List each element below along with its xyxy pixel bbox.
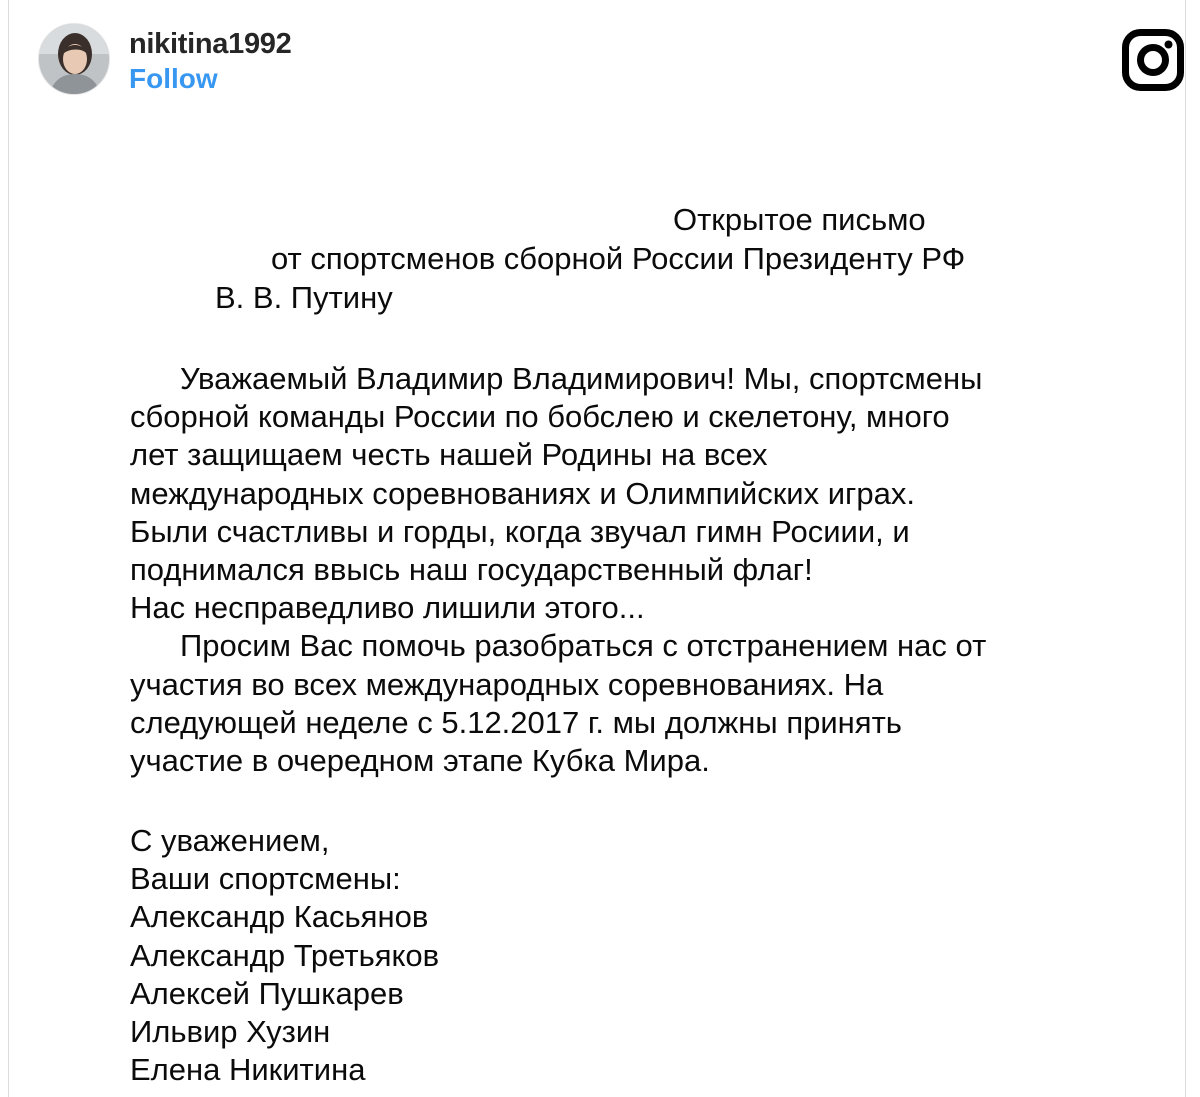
letter-body-line: следующей неделе с 5.12.2017 г. мы должны принять bbox=[130, 705, 902, 740]
letter-body-line: лет защищаем честь нашей Родины на всех bbox=[130, 437, 768, 472]
letter-body-line: Были счастливы и горды, когда звучал гимн Росиии, и bbox=[130, 514, 910, 549]
letter-addressee: В. В. Путину bbox=[215, 280, 393, 315]
letter-body-line: участия во всех международных соревнованиях. На bbox=[130, 667, 884, 702]
signatory-name: Ильвир Хузин bbox=[130, 1014, 331, 1049]
avatar[interactable] bbox=[38, 23, 110, 95]
letter-body-line: поднимался ввысь наш государственный флаг! bbox=[130, 552, 813, 587]
follow-button[interactable]: Follow bbox=[129, 63, 218, 94]
signatory-name: Алексей Пушкарев bbox=[130, 976, 404, 1011]
letter-body-line: международных соревнованиях и Олимпийских играх. bbox=[130, 476, 915, 511]
letter-signature-intro: Ваши спортсмены: bbox=[130, 861, 401, 896]
signatory-name: Александр Касьянов bbox=[130, 899, 429, 934]
signatory-name: Елена Никитина bbox=[130, 1052, 366, 1087]
signatory-name: Александр Третьяков bbox=[130, 938, 440, 973]
profile-photo-icon bbox=[39, 24, 110, 95]
instagram-glyph-icon[interactable] bbox=[1122, 29, 1184, 91]
letter-body-line: участие в очередном этапе Кубка Мира. bbox=[130, 743, 710, 778]
letter-closing: С уважением, bbox=[130, 823, 330, 858]
letter-body-line: Нас несправедливо лишили этого... bbox=[130, 590, 645, 625]
letter-body-line: Уважаемый Владимир Владимирович! Мы, спортсмены bbox=[180, 361, 983, 396]
letter-body-line: сборной команды России по бобслею и скелетону, много bbox=[130, 399, 950, 434]
instagram-embed-card bbox=[8, 0, 1186, 1097]
letter-title: Открытое письмо bbox=[673, 202, 926, 237]
letter-subtitle: от спортсменов сборной России Президенту РФ bbox=[271, 241, 966, 276]
letter-body-line: Просим Вас помочь разобраться с отстранением нас от bbox=[180, 628, 987, 663]
username[interactable]: nikitina1992 bbox=[129, 28, 292, 60]
